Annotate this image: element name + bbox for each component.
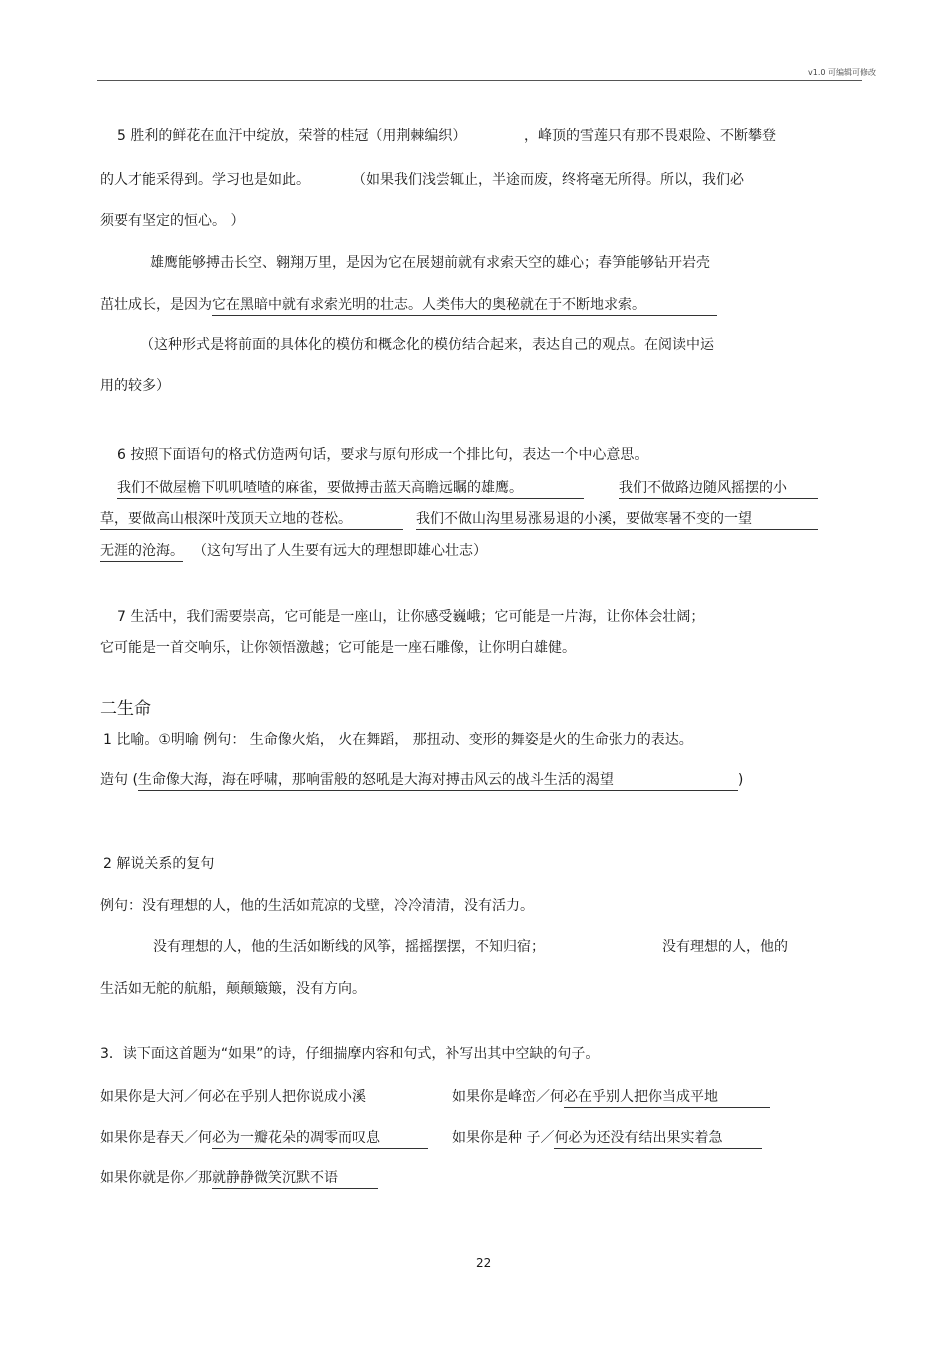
life-heading: 二生命: [100, 699, 151, 719]
s3-title: 3．读下面这首题为“如果”的诗，仔细揣摩内容和句式，补写出其中空缺的句子。: [100, 1046, 600, 1062]
s3-row3: [100, 1169, 378, 1189]
page-number: 22: [476, 1256, 492, 1270]
s3-row2a: [100, 1129, 428, 1149]
s2-title: 2 解说关系的复句: [103, 856, 215, 872]
s3-row1b: [452, 1088, 770, 1108]
s3-row3-answer: 就静静微笑沉默不语: [212, 1169, 378, 1189]
s7-line1: 7 生活中，我们需要崇高，它可能是一座山，让你感受巍峨；它可能是一片海，让你体会壮阔；: [117, 609, 705, 625]
header-version: v1.0 可编辑可修改: [808, 68, 876, 77]
s2-line-a2: 没有理想的人，他的: [662, 939, 788, 955]
s5-line1b: ，峰顶的雪莲只有那不畏艰险、不断攀登: [524, 128, 776, 144]
s3-row1b-prefix: 如果你是峰峦／何: [452, 1089, 564, 1105]
s6-title: 6 按照下面语句的格式仿造两句话，要求与原句形成一个排比句，表达一个中心意思。: [117, 447, 649, 463]
s2-line-a1: 没有理想的人，他的生活如断线的风筝，摇摇摆摆，不知归宿；: [153, 939, 545, 955]
s5-line5: [100, 296, 717, 316]
s3-row3-prefix: 如果你就是你／那: [100, 1170, 212, 1186]
s5-line2a: 的人才能采得到。学习也是如此。: [100, 172, 310, 188]
s6-answer-c1: 无涯的沧海。: [100, 542, 183, 562]
s5-line4: 雄鹰能够搏击长空、翱翔万里，是因为它在展翅前就有求索天空的雄心；春笋能够钻开岩壳: [150, 255, 710, 271]
s2-line-b: 生活如无舵的航船，颠颠簸簸，没有方向。: [100, 981, 366, 997]
life-line1: 1 比喻。①明喻 例句： 生命像火焰， 火在舞蹈， 那扭动、变形的舞姿是火的生命张力的表达。: [103, 732, 693, 748]
s6-note: （这句写出了人生要有远大的理想即雄心壮志）: [193, 543, 487, 559]
s5-line2b: （如果我们浅尝辄止，半途而废，终将毫无所得。所以，我们必: [352, 172, 744, 188]
s6-answer-a2: 我们不做路边随风摇摆的小: [619, 479, 818, 499]
s2-example: 例句：没有理想的人，他的生活如荒凉的戈壁，冷冷清清，没有活力。: [100, 898, 534, 914]
life-line2: [100, 771, 743, 791]
life-line2-prefix: 造句 (: [100, 772, 138, 788]
s5-line3: 须要有坚定的恒心。 ）: [100, 213, 245, 229]
s5-line5a: 茁壮成长，是因为: [100, 297, 212, 313]
s5-line6: （这种形式是将前面的具体化的模仿和概念化的模仿结合起来，表达自己的观点。在阅读中运: [140, 337, 714, 353]
s3-row2a-answer: 必为一瓣花朵的凋零而叹息: [212, 1129, 428, 1149]
s6-answer-b1: 草，要做高山根深叶茂顶天立地的苍松。: [100, 510, 403, 530]
s3-row2b: [452, 1129, 762, 1149]
s3-row2b-answer: 何必为还没有结出果实着急: [554, 1129, 762, 1149]
s6-answer-a1: 我们不做屋檐下叽叽喳喳的麻雀，要做搏击蓝天高瞻远瞩的雄鹰。: [117, 479, 584, 499]
life-line2-suffix: ): [737, 772, 744, 788]
s5-line1a: 5 胜利的鲜花在血汗中绽放，荣誉的桂冠（用荆棘编织）: [117, 128, 467, 144]
s3-row2a-prefix: 如果你是春天／何: [100, 1130, 212, 1146]
s6-answer-b2: 我们不做山沟里易涨易退的小溪，要做寒暑不变的一望: [416, 510, 818, 530]
header-rule: [97, 80, 862, 81]
s5-line5-answer: 它在黑暗中就有求索光明的壮志。人类伟大的奥秘就在于不断地求索。: [212, 296, 717, 316]
s5-line7: 用的较多）: [100, 378, 170, 394]
s3-row1b-answer: 必在乎别人把你当成平地: [564, 1088, 770, 1108]
s3-row1a: 如果你是大河／何必在乎别人把你说成小溪: [100, 1089, 366, 1105]
s3-row2b-prefix: 如果你是种 子／: [452, 1130, 555, 1146]
s7-line2: 它可能是一首交响乐，让你领悟激越；它可能是一座石雕像，让你明白雄健。: [100, 640, 576, 656]
life-answer: 生命像大海，海在呼啸，那响雷般的怒吼是大海对搏击风云的战斗生活的渴望: [138, 771, 738, 791]
